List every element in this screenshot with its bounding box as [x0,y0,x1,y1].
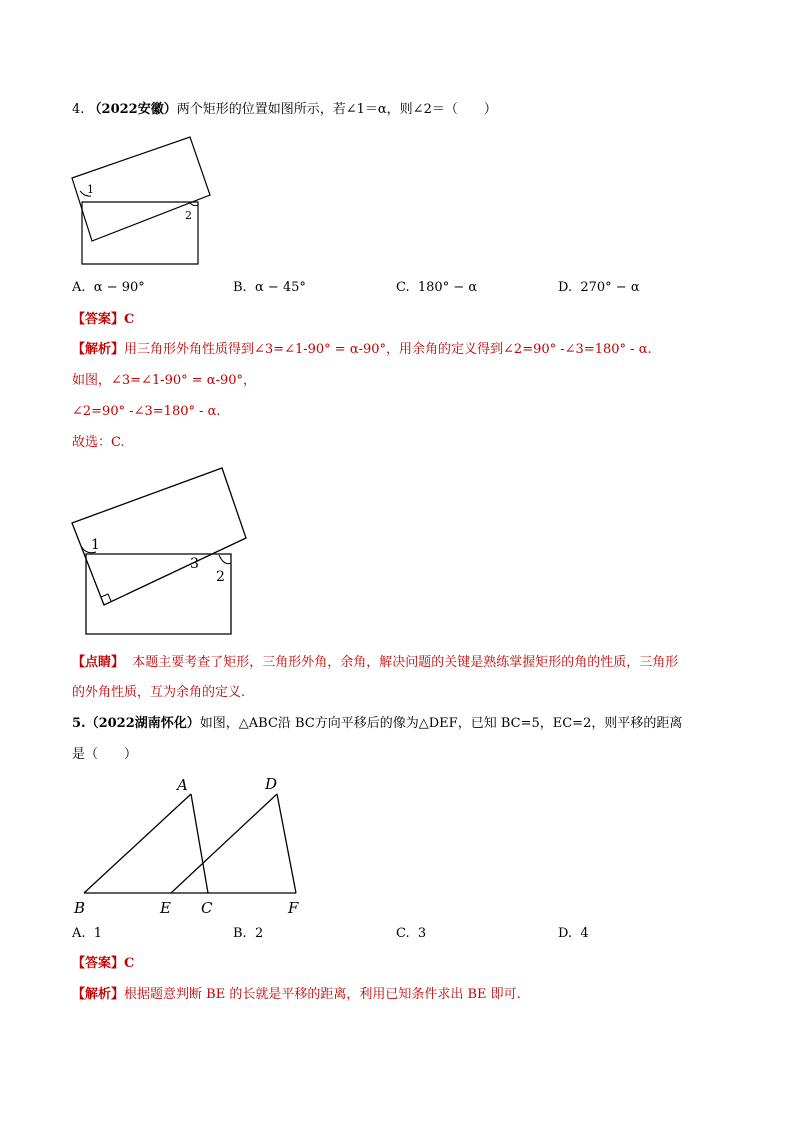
q4-analysis-line2: 如图，∠3=∠1-90° = α-90°， [72,373,257,388]
q5-segment-ab [84,794,191,893]
q5-segment-df [277,794,296,893]
q5-label-a: A [177,776,188,794]
q5-label-d: D [265,775,278,793]
q4-fig-label-1: 1 [87,183,94,196]
q5-option-b-key: B. [233,926,247,941]
q5-option-b-text: 2 [254,926,264,941]
q5-answer-value: C [124,956,135,971]
q4-analysis-line4: 故选：C. [72,435,125,450]
q5-segment-ac [191,794,208,893]
q5-option-c-text: 3 [417,926,427,941]
q5-source: （2022湖南怀化） [85,716,200,731]
q5-option-a-key: A. [72,926,86,941]
q4-fig2-label-3: 3 [190,556,199,572]
q5-option-a-text: 1 [93,926,103,941]
q5-option-a[interactable] [72,925,102,943]
q5-number: 5. [72,716,86,731]
q4-option-b-key: B. [233,280,247,295]
q4-number: 4. [72,102,85,117]
q5-answer [72,955,134,973]
q5-analysis [72,986,521,1004]
q5-option-b[interactable] [233,925,263,943]
q4-option-c-text: 180° − α [417,280,478,295]
q5-option-c-key: C. [396,926,410,941]
q4-fig2-label-2: 2 [216,569,225,585]
q4-analysis-text1: 用三角形外角性质得到∠3=∠1-90° = α-90°，用余角的定义得到∠2=90° -∠3=180° - α. [124,342,652,357]
q5-stem-line2: 是（ ） [72,747,138,762]
q5-label-b: B [74,899,86,917]
q4-comment-line2: 的外角性质，互为余角的定义. [72,685,246,700]
q4-comment-text1: 本题主要考查了矩形，三角形外角，余角，解决问题的关键是熟练掌握矩形的角的性质，三角形 [132,655,679,670]
q4-analysis-line3: ∠2=90° -∠3=180° - α. [72,404,221,419]
q4-option-d-key: D. [558,280,573,295]
q5-stem-text1: 如图，△ABC沿 BC方向平移后的像为△DEF，已知 BC=5，EC=2，则平移的距离 [199,716,683,731]
q4-comment-tag: 【点睛】 [72,655,125,670]
q4-answer-value: C [124,312,135,327]
q5-option-c[interactable] [396,925,426,943]
q4-option-b-text: α − 45° [254,280,306,295]
q5-label-c: C [201,899,213,917]
q4-fig-label-2: 2 [185,209,192,222]
q5-label-f: F [288,899,299,917]
q4-answer-tag: 【答案】 [72,312,125,327]
q5-analysis-text: 根据题意判断 BE 的长就是平移的距离，利用已知条件求出 BE 即可. [124,987,521,1002]
q5-label-e: E [160,899,171,917]
q5-segment-ed [171,794,277,893]
q4-option-d-text: 270° − α [580,280,640,295]
q5-analysis-tag: 【解析】 [72,987,125,1002]
q4-analysis-tag: 【解析】 [72,342,125,357]
q4-option-c-key: C. [396,280,410,295]
q4-stem: 两个矩形的位置如图所示，若∠1＝α，则∠2＝（ ） [176,102,497,117]
q4-fig2-label-1: 1 [91,537,100,553]
q4-option-a-key: A. [72,280,86,295]
q5-option-d-text: 4 [580,926,589,941]
q5-answer-tag: 【答案】 [72,956,125,971]
q4-source: （2022安徽） [88,102,177,117]
q5-option-d-key: D. [558,926,573,941]
q5-option-d[interactable] [558,925,589,943]
q4-option-a-text: α − 90° [93,280,145,295]
